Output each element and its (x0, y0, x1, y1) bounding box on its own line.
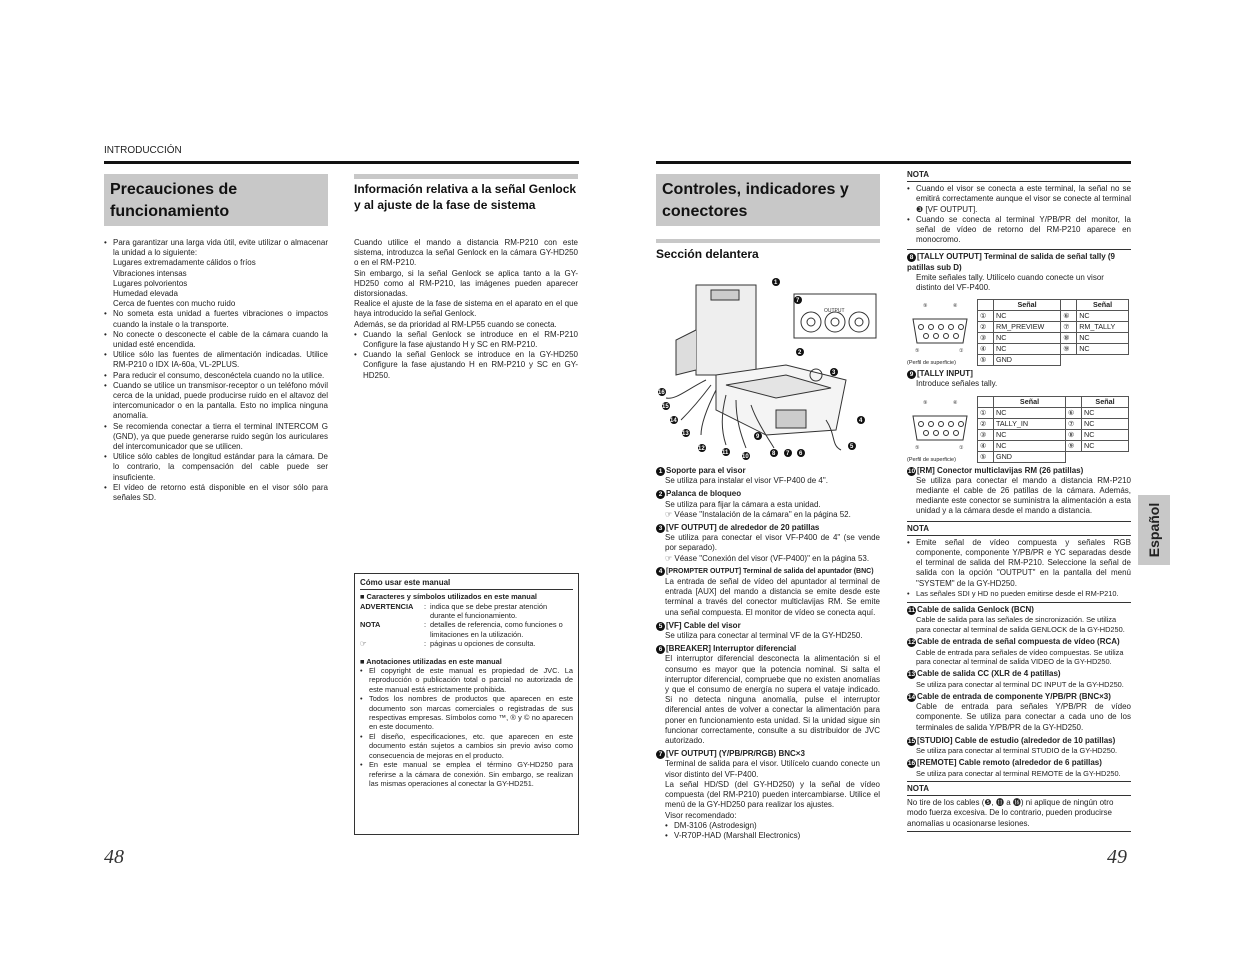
list-item: • Para reducir el consumo, desconéctela cuando no la utilice. (104, 371, 328, 381)
controls-bar (656, 239, 880, 243)
list-item: • No conecte o desconecte el cable de la cámara cuando la unidad esté encendida. (104, 330, 328, 350)
list-item: 14 Cable de entrada de componente Y/PB/PR (BNC×3) Cable de entrada para señales Y/PB/PR de vídeo componente. Se utiliza para conectar a cada uno de los terminales de salida Y/PB/PR de la GY-HD250. (907, 691, 1131, 732)
svg-text:10: 10 (742, 454, 749, 460)
svg-text:1: 1 (774, 280, 778, 286)
list-item: • No someta esta unidad a fuertes vibraciones o impactos cuando la instale o la transporte. (104, 309, 328, 329)
svg-text:8: 8 (772, 451, 776, 457)
controls-title: Controles, indicadores y conectores (656, 174, 880, 226)
svg-text:16: 16 (658, 390, 665, 396)
info-top-bar (354, 174, 578, 179)
svg-text:13: 13 (682, 431, 689, 437)
svg-text:⑤: ⑤ (915, 444, 920, 451)
svg-text:⑤: ⑤ (915, 348, 920, 355)
svg-text:OUTPUT: OUTPUT (824, 308, 845, 314)
svg-text:6: 6 (799, 451, 803, 457)
front-items (656, 466, 880, 844)
list-item: • Utilice sólo cables de longitud estándar para la cámara. De lo contrario, la compensación del cable puede ser insuficiente. (104, 452, 328, 483)
list-item: • Cuando se conecta al terminal Y/PB/PR del monitor, la señal de vídeo de retorno del RM-P210 aparece en monocromo. (907, 215, 1131, 246)
note-label: NOTA (907, 521, 1131, 536)
svg-text:3: 3 (832, 370, 836, 376)
precautions-list (104, 238, 328, 503)
page-number-left: 48 (104, 846, 124, 868)
list-item: 2 Palanca de bloqueo Se utiliza para fijar la cámara a esta unidad. ☞ Véase "Instalación de la cámara" en la página 52. (656, 489, 880, 520)
manual-title: Cómo usar este manual (360, 578, 573, 590)
list-item: • El copyright de este manual es propiedad de JVC. La reproducción o publicación total o parcial no autorizada de este manual está estrictamente prohibida. (360, 666, 573, 694)
list-item: 5 [VF] Cable del visor Se utiliza para conectar al terminal VF de la GY-HD250. (656, 621, 880, 641)
svg-text:⑥: ⑥ (953, 303, 958, 310)
sub-list: Lugares extremadamente cálidos o fríos Vibraciones intensas Lugares polvorientos Humedad elevada Cerca de fuentes con mucho ruido (113, 258, 256, 309)
svg-text:9: 9 (756, 434, 760, 440)
list-item: • Cuando la señal Genlock se introduce en el RM-P210 Configure la fase ajustando H y SC en RM-P210. (354, 330, 578, 350)
list-item: • Cuando la señal Genlock se introduce en la GY-HD250 Configure la fase ajustando H en RM-P210 y SC en GY-HD250. (354, 350, 578, 381)
svg-text:15: 15 (662, 404, 669, 410)
svg-text:2: 2 (798, 350, 802, 356)
manual-box (354, 573, 579, 835)
list-item: • Se recomienda conectar a tierra el terminal INTERCOM G (GND), ya que puede generarse ruido según los auriculares del intercomunicador que se utilicen. (104, 422, 328, 453)
list-item: • Cuando el visor se conecta a este terminal, la señal no se emitirá correctamente aunque el visor se conecte al terminal ❸ [VF OUTPUT]. (907, 184, 1131, 215)
svg-text:5: 5 (850, 444, 854, 450)
svg-text:14: 14 (670, 418, 677, 424)
list-item: • Para garantizar una larga vida útil, evite utilizar o almacenar la unidad a lo siguiente: Lugares extremadamente cálidos o fríos Vibraciones intensas Lugares polvorientos Humedad elevada Cerca de fuentes con mucho ruido (104, 238, 328, 309)
list-item: • El vídeo de retorno está disponible en el visor sólo para señales SD. (104, 483, 328, 503)
precautions-title: Precauciones de funcionamiento (104, 174, 328, 226)
genlock-body: Cuando utilice el mando a distancia RM-P210 con este sistema, introduzca la señal Genlock en la cámara GY-HD250 o en el RM-P210. Sin embargo, si la señal Genlock se aplica tanto a la GY-HD250 como al RM-P210, las imágenes pueden aparecer distorsionadas. Realice el ajuste de la fase de sistema en el aparato en el que haya introducido la señal Genlock. Además, se da prioridad al RM-LP55 cuando se conecta. • Cuando la señal Genlock se introduce en el RM-P210 Configure la fase ajustando H y SC en RM-P210. • Cuando la señal Genlock se introduce en la GY-HD250 Configure la fase ajustando H en RM-P210 y SC en GY-HD250. (354, 238, 578, 381)
cable-items (907, 602, 1131, 778)
svg-text:⑨: ⑨ (923, 399, 928, 406)
front-diagram (656, 270, 880, 462)
svg-text:11: 11 (722, 450, 729, 456)
front-section-title: Sección delantera (656, 247, 759, 261)
note-text: No tire de los cables (❺, ⓫ a ⓰) ni aplique de ningún otro modo fuerza excesiva. De lo contrario, pueden producirse anomalías u ocasionarse lesiones. (907, 798, 1131, 832)
svg-text:①: ① (959, 444, 964, 451)
list-item: 11 Cable de salida Genlock (BCN) Cable de salida para las señales de sincronización. Se utiliza para conectar al terminal de salida GENLOCK de la GY-HD250. (908, 605, 1125, 634)
svg-text:⑥: ⑥ (953, 399, 958, 406)
dsub9-icon (907, 299, 973, 357)
manual-subtitle: ■ Caracteres y símbolos utilizados en este manual (360, 592, 537, 602)
list-item: • Utilice sólo las fuentes de alimentación indicadas. Utilice RM-P210 o IDX IA-60a, VL-2PLUS. (104, 350, 328, 370)
svg-text:12: 12 (698, 446, 705, 452)
list-item: 4 [PROMPTER OUTPUT] Terminal de salida del apuntador (BNC) La entrada de señal de vídeo del apuntador al terminal de entrada [AUX] del mando a distancia se emite desde este terminal a través del conector multiclavijas RM. Se emite una señal compuesta. El monitor de vídeo se conecta aquí. (656, 567, 880, 618)
list-item: 12 Cable de entrada de señal compuesta de vídeo (RCA) Cable de entrada para señales de vídeo compuestas. Se utiliza para conectar al terminal de salida VIDEO de la GY-HD250. (907, 637, 1124, 666)
list-item: 6 [BREAKER] Interruptor diferencial El interruptor diferencial desconecta la alimentación si el consumo es mayor que la potencia nominal. Si salta el interruptor diferencial, compruebe que no existen anomalías y que el consumo de energía no supera el vataje indicado. Si no detecta ninguna anomalía, pulse el interruptor diferencial antes de volver a conectar la alimentación para poner en funcionamiento esta unidad. Si la unidad sigue sin funcionar correctamente, consulte a su distribuidor de JVC autorizado. (656, 644, 880, 746)
list-item: • Cuando se utilice un transmisor-receptor o un teléfono móvil cerca de la unidad, puede producirse ruido en el altavoz del intercomunicador o en la pantalla. Esto no implica ninguna anomalía. (104, 381, 328, 422)
signal-table: Señal Señal ① NC ⑥ NC ② TALLY_IN ⑦ NC ③ NC ⑧ NC ④ NC ⑨ NC ⑤ GND (977, 396, 1129, 463)
right-column: NOTA • Cuando el visor se conecta a este terminal, la señal no se emitirá correctamente aunque el visor se conecte al terminal ❸ [VF OUTPUT]. • Cuando se conecta al terminal Y/PB/PR del monitor, la señal de vídeo de retorno del RM-P210 aparece en monocromo. 8 [TALLY OUTPUT] Terminal de salida de señal tally (9 patillas sub D) Emite señales tally. Utilícelo cuando conecte un visor distinto del VF-P400. ⑨ ⑥ ⑤ ① (Perfil de superficie) Señal Señal ① NC ⑥ NC ② RM_PREVIEW ⑦ RM_TALLY ③ NC ⑧ NC ④ NC ⑨ NC ⑤ GND 9 [TALLY INPUT] Introduce señales tally. ⑨ ⑥ ⑤ ① (Perfil de superficie) Señal Señal ① NC ⑥ NC ② TALLY_IN ⑦ NC ③ NC ⑧ NC ④ NC ⑨ NC ⑤ GND 10 [RM] Conector multiclavijas RM (26 patillas) Se utiliza para conectar el mando a distancia RM-P210 mediante el cable de 26 patillas de la cámara. Además, mediante este conector se suministra la alimentación a esta unidad y a la cámara desde el mando a distancia. NOTA • Emite señal de vídeo compuesta y señales RGB componente, componente Y/PB/PR e YC separadas desde el terminal de salida del RM-P210. Seleccione la señal de salida con la opción "OUTPUT" en la pantalla del menú "SYSTEM" de la GY-HD250. • Las señales SDI y HD no pueden emitirse desde el RM-P210. 11 Cable de salida Genlock (BCN) Cable de salida para las señales de sincronización. Se utiliza para conectar al terminal de salida GENLOCK de la GY-HD250. 12 Cable de entrada de señal compuesta de vídeo (RCA) Cable de entrada para señales de vídeo compuestas. Se utiliza para conectar al terminal de salida VIDEO de la GY-HD250. 13 Cable de salida CC (XLR de 4 patillas) Se utiliza para conectar al terminal DC INPUT de la GY-HD250. 14 Cable de entrada de componente Y/PB/PR (BNC×3) Cable de entrada para señales Y/PB/PR de vídeo componente. Se utiliza para conectar a cada uno de los terminales de salida Y/PB/PR de la GY-HD250. 15 [STUDIO] Cable de estudio (alrededor de 10 patillas) Se utiliza para conectar al terminal STUDIO de la GY-HD250. 16 [REMOTE] Cable remoto (alrededor de 6 patillas) Se utiliza para conectar al terminal REMOTE de la GY-HD250. NOTA No tire de los cables (❺, ⓫ a ⓰) ni aplique de ningún otro modo fuerza excesiva. De lo contrario, pueden producirse anomalías u ocasionarse lesiones. (907, 170, 1131, 832)
manual-subtitle: ■ Anotaciones utilizadas en este manual (360, 656, 502, 666)
section-header: INTRODUCCIÓN (104, 145, 182, 156)
manual-legend: ADVERTENCIA : indica que se debe prestar atención durante el funcionamiento. NOTA : detalles de referencia, como funciones o limitaciones en la utilización. ☞ : páginas u opciones de consulta. (360, 601, 563, 649)
note-label: NOTA (907, 781, 1131, 796)
page-number-right: 49 (1107, 846, 1127, 868)
list-item: 13 Cable de salida CC (XLR de 4 patillas) Se utiliza para conectar al terminal DC INPUT de la GY-HD250. (907, 669, 1124, 689)
svg-text:7: 7 (786, 451, 790, 457)
list-item: 7 [VF OUTPUT] (Y/PB/PR/RGB) BNC×3 Terminal de salida para el visor. Utilícelo cuando conecte un visor distinto del VF-P400. La señal HD/SD (del GY-HD250) y la señal de vídeo compuesta (del RM-P210) pueden intercambiarse. Utilice el menú de la GY-HD250 para realizar los ajustes. Visor recomendado: • DM-3106 (Astrodesign) • V-R70P-HAD (Marshall Electronics) (656, 749, 880, 841)
list-item: • Emite señal de vídeo compuesta y señales RGB componente, componente Y/PB/PR e YC separadas desde el terminal de salida del RM-P210. Seleccione la señal de salida con la opción "OUTPUT" en la pantalla del menú "SYSTEM" de la GY-HD250. (907, 538, 1131, 589)
signal-table: Señal Señal ① NC ⑥ NC ② RM_PREVIEW ⑦ RM_TALLY ③ NC ⑧ NC ④ NC ⑨ NC ⑤ GND (977, 299, 1129, 366)
list-item: 3 [VF OUTPUT] de alrededor de 20 patillas Se utiliza para conectar el visor VF-P400 de 4" (se vende por separado). ☞ Véase "Conexión del visor (VF-P400)" en la página 53. (656, 523, 880, 564)
list-item: • Todos los nombres de productos que aparecen en este documento son marcas comerciales o registradas de sus respectivas empresas. Símbolos como ™, ® y © no aparecen en este documento. (360, 694, 573, 732)
dsub9-icon (907, 396, 973, 454)
svg-text:⑨: ⑨ (923, 303, 928, 310)
tally-input-pinout: ⑨ ⑥ ⑤ ① (Perfil de superficie) Señal Señal ① NC ⑥ NC ② TALLY_IN ⑦ NC ③ NC ⑧ NC ④ NC ⑨ NC ⑤ GND (907, 396, 1131, 464)
list-item: 1 Soporte para el visor Se utiliza para instalar el visor VF-P400 de 4". (656, 466, 880, 486)
language-tab: Español (1138, 495, 1170, 565)
list-item: 15 [STUDIO] Cable de estudio (alrededor de 10 patillas) Se utiliza para conectar al terminal STUDIO de la GY-HD250. (907, 735, 1118, 755)
genlock-title: Información relativa a la señal Genlock y al ajuste de la fase de sistema (354, 182, 577, 212)
list-item: • Las señales SDI y HD no pueden emitirse desde el RM-P210. (907, 589, 1131, 598)
svg-text:①: ① (959, 348, 964, 355)
list-item: • El diseño, especificaciones, etc. que aparecen en este documento están sujetos a cambios sin previo aviso como consecuencia de mejoras en el producto. (360, 732, 573, 760)
svg-text:4: 4 (859, 418, 863, 424)
list-item: • En este manual se emplea el término GY-HD250 para referirse a la cámara de conexión. Sin embargo, se realizan las mismas operaciones al conectar la GY-HD251. (360, 760, 573, 788)
tally-output-pinout: ⑨ ⑥ ⑤ ① (Perfil de superficie) Señal Señal ① NC ⑥ NC ② RM_PREVIEW ⑦ RM_TALLY ③ NC ⑧ NC ④ NC ⑨ NC ⑤ GND (907, 299, 1131, 367)
list-item: 16 [REMOTE] Cable remoto (alrededor de 6 patillas) Se utiliza para conectar al terminal REMOTE de la GY-HD250. (907, 758, 1121, 778)
top-rule-right (656, 161, 1131, 164)
top-rule-left (104, 161, 579, 164)
note-label: NOTA (907, 170, 1131, 182)
svg-text:7: 7 (796, 298, 800, 304)
